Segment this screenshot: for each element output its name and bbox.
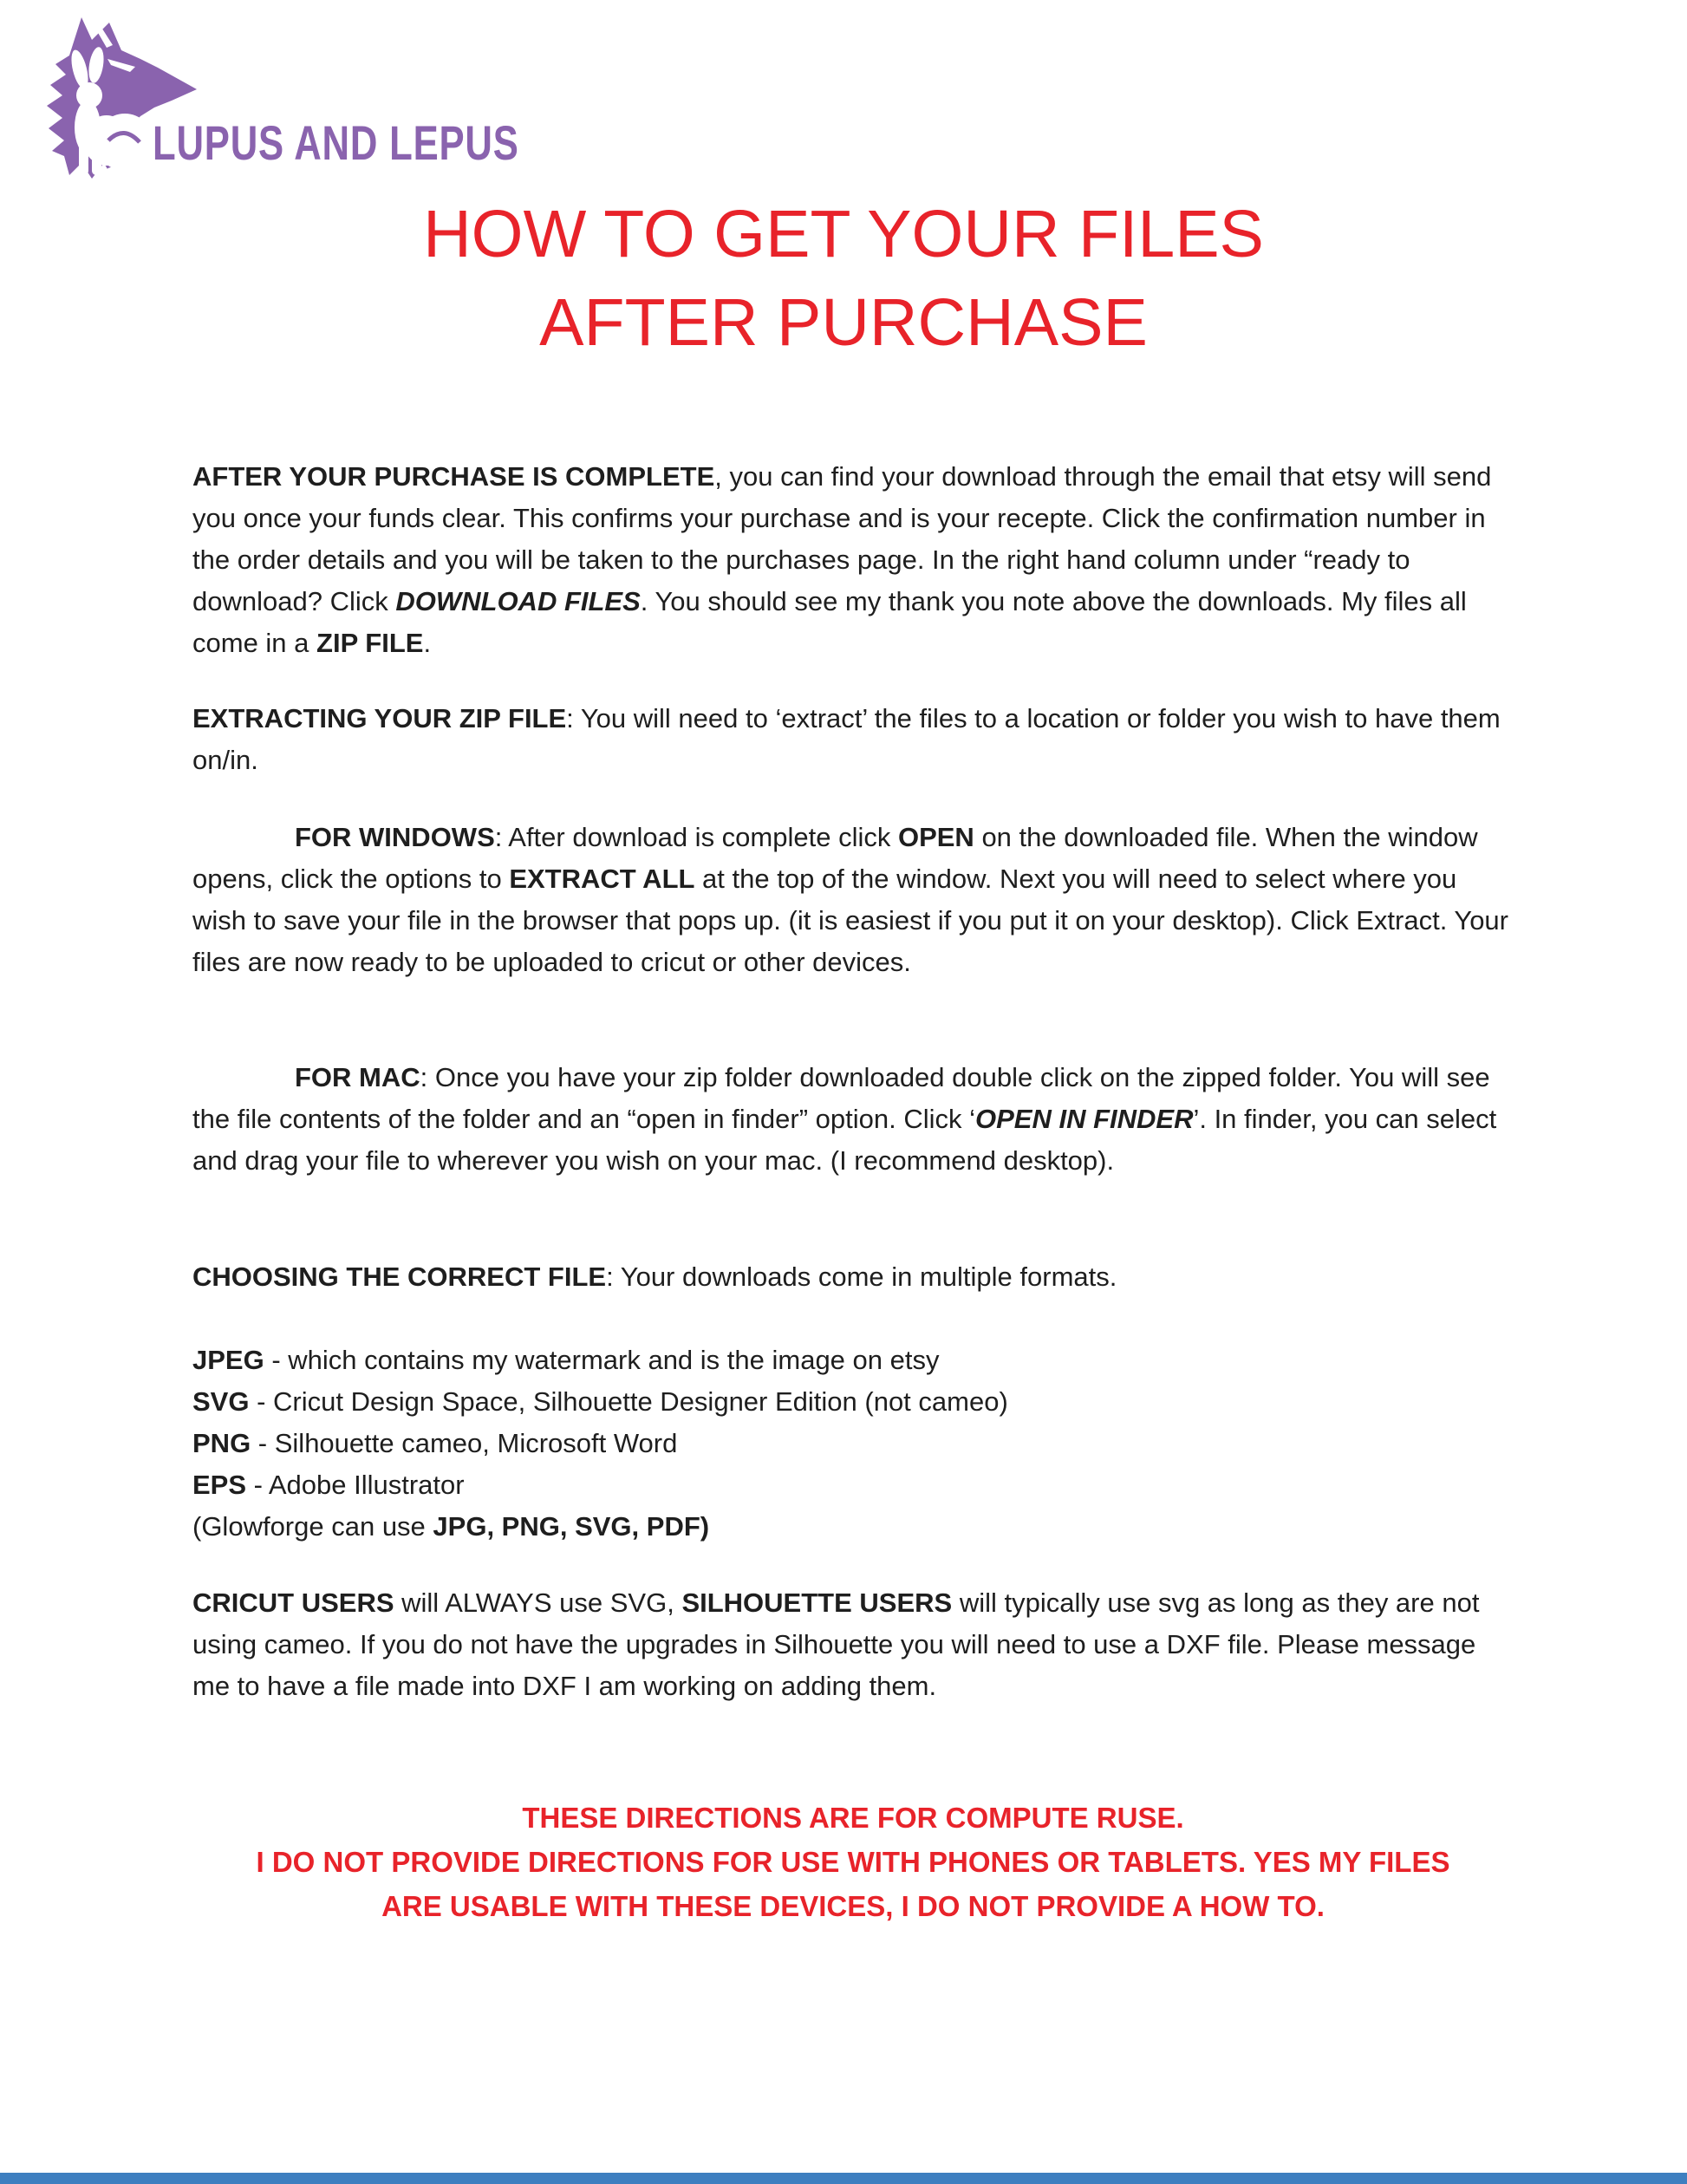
paragraph-extracting-zip: EXTRACTING YOUR ZIP FILE: You will need to ‘extract’ the files to a location or folder you wish to have them on/in. [192, 703, 1501, 775]
paragraph-cricut-users: CRICUT USERS will ALWAYS use SVG, SILHOUETTE USERS will typically use svg as long as they are not using cameo. If you do not have the upgrades in Silhouette you will need to use a DXF file. Please message me to have a file made into DXF I am working on adding them. [192, 1587, 1480, 1701]
file-format-list [192, 1340, 1514, 1548]
list-item-jpeg: JPEG - which contains my watermark and is the image on etsy [192, 1345, 940, 1375]
list-item-svg: SVG - Cricut Design Space, Silhouette Designer Edition (not cameo) [192, 1386, 1008, 1417]
paragraph-after-purchase: AFTER YOUR PURCHASE IS COMPLETE, you can find your download through the email that etsy will send you once your funds clear. This confirms your purchase and is your recepte. Click the confirmation number in the order details and you will be taken to the purchases page. In the right hand column under “ready to download? Click DOWNLOAD FILES. You should see my thank you note above the downloads. My files all come in a ZIP FILE. [192, 461, 1492, 658]
page-title [0, 190, 1687, 367]
list-item-png: PNG - Silhouette cameo, Microsoft Word [192, 1428, 678, 1458]
notice-line-2: I DO NOT PROVIDE DIRECTIONS FOR USE WITH PHONES OR TABLETS. YES MY FILES [256, 1846, 1450, 1878]
bottom-blue-bar [0, 2173, 1687, 2184]
lupus-and-lepus-logo [26, 9, 563, 191]
red-notice-block [192, 1796, 1514, 1928]
list-item-glowforge: (Glowforge can use JPG, PNG, SVG, PDF) [192, 1511, 710, 1542]
page-title-line-2: AFTER PURCHASE [539, 285, 1148, 360]
paragraph-choosing-file: CHOOSING THE CORRECT FILE: Your downloads come in multiple formats. [192, 1262, 1117, 1292]
notice-line-1: THESE DIRECTIONS ARE FOR COMPUTE RUSE. [522, 1802, 1184, 1834]
list-item-eps: EPS - Adobe Illustrator [192, 1470, 465, 1500]
logo-wordmark: LUPUS AND LEPUS [153, 115, 519, 170]
paragraph-for-mac: FOR MAC: Once you have your zip folder downloaded double click on the zipped folder. You will see the file contents of the folder and an “open in finder” option. Click ‘OPEN IN FINDER’. In finder, you can select and drag your file to wherever you wish on your mac. (I recommend desktop). [192, 1062, 1497, 1176]
page-title-line-1: HOW TO GET YOUR FILES [423, 197, 1264, 271]
notice-line-3: ARE USABLE WITH THESE DEVICES, I DO NOT PROVIDE A HOW TO. [381, 1890, 1325, 1922]
paragraph-for-windows: FOR WINDOWS: After download is complete click OPEN on the downloaded file. When the window opens, click the options to EXTRACT ALL at the top of the window. Next you will need to select where you wish to save your file in the browser that pops up. (it is easiest if you put it on your desktop). Click Extract. Your files are now ready to be uploaded to cricut or other devices. [192, 822, 1509, 977]
